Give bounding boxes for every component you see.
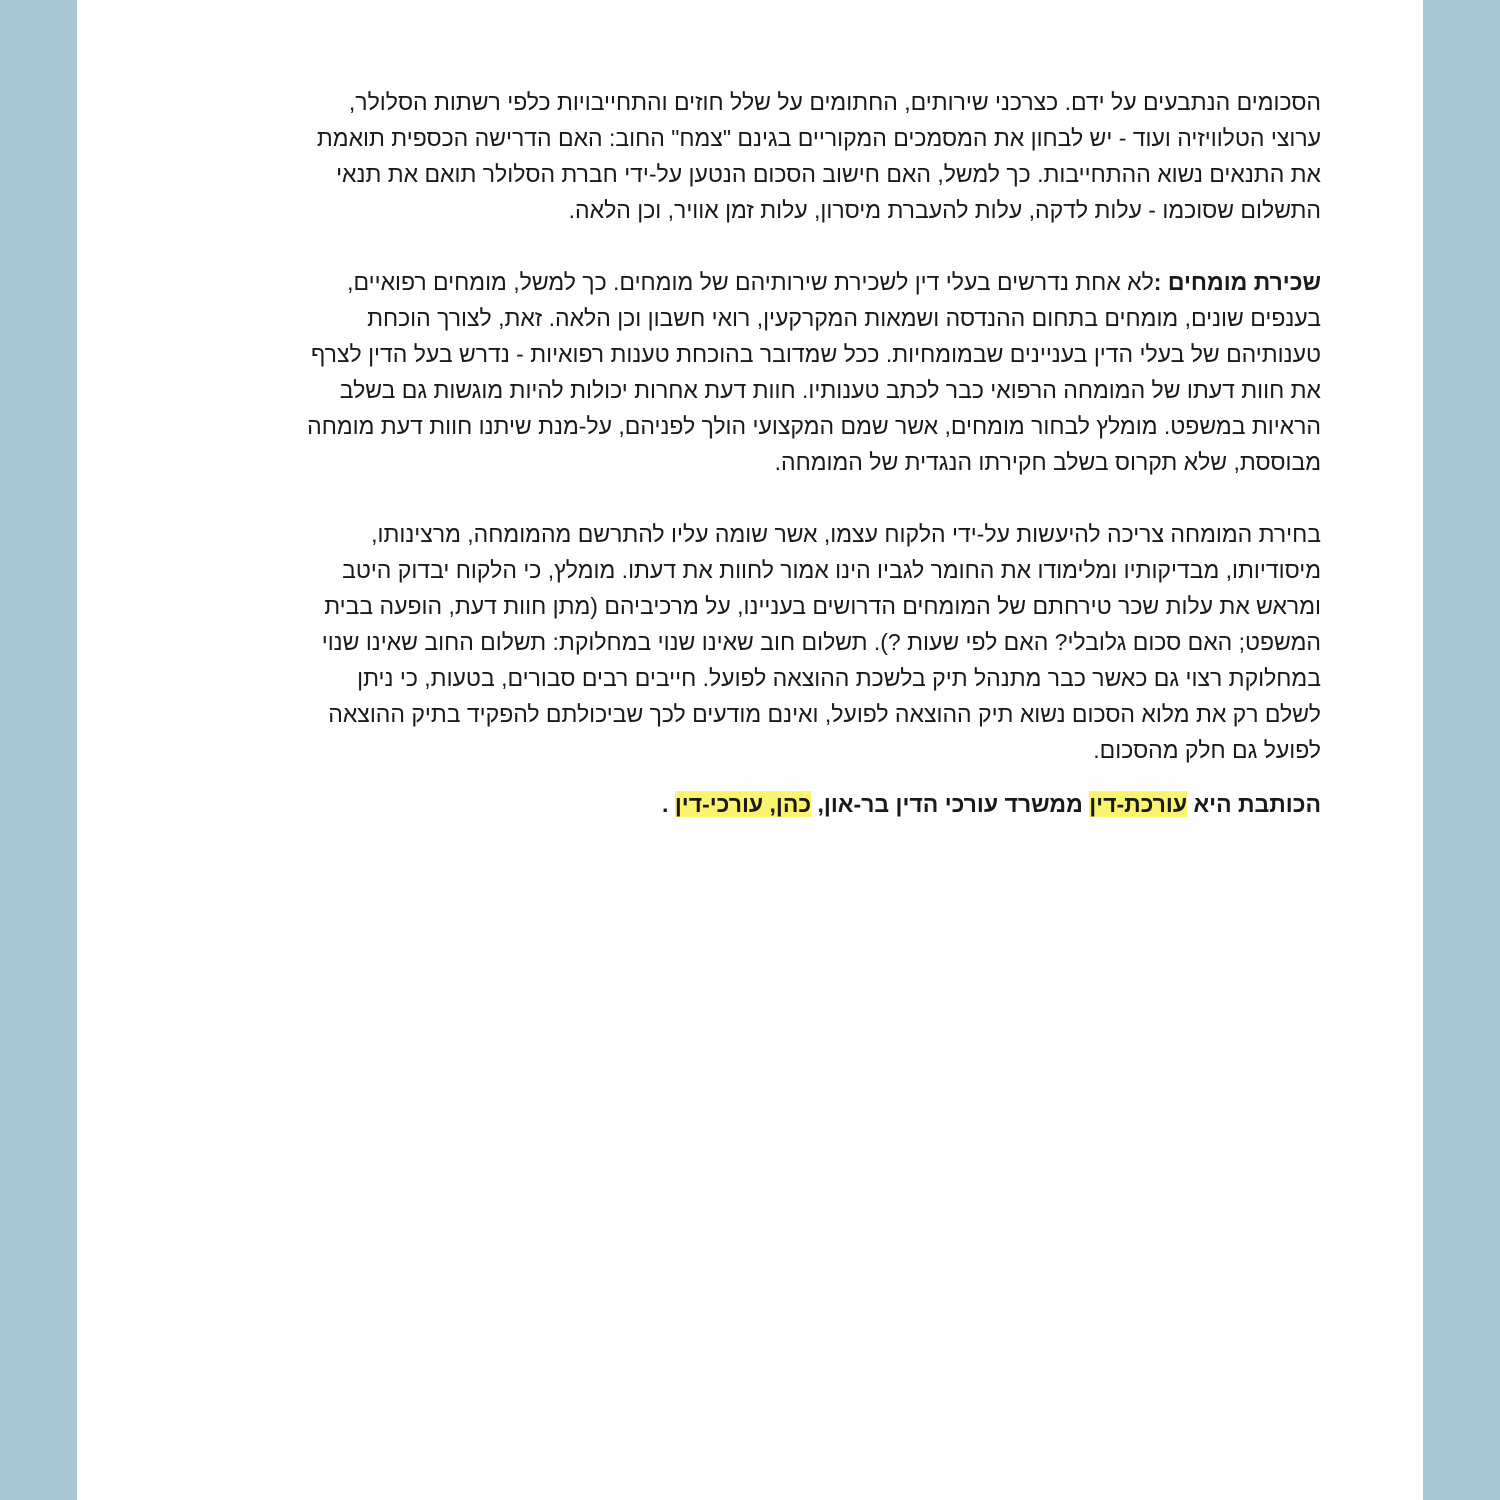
text-line: המשפט; האם סכום גלובלי? האם לפי שעות ?). תשלום חוב שאינו שנוי במחלוקת: תשלום החוב שאינו שנוי xyxy=(321,629,1321,655)
paragraph-experts xyxy=(177,264,1321,480)
text-line xyxy=(177,264,1321,300)
text-line: ערוצי הטלוויזיה ועוד - יש לבחון את המסמכים המקוריים בגינם "צמח" החוב: האם הדרישה הכספית תואמת xyxy=(316,125,1321,151)
author-credit xyxy=(177,786,1321,822)
text-line: בענפים שונים, מומחים בתחום ההנדסה ושמאות המקרקעין, רואי חשבון וכן הלאה. זאת, לצורך הוכחת xyxy=(367,305,1321,331)
highlighted-text: כהן, עורכי-דין xyxy=(674,791,812,817)
author-text: הכותבת היא xyxy=(1187,791,1321,817)
paragraph-expert-selection xyxy=(177,516,1321,768)
text-line: את התנאים נשוא ההתחייבות. כך למשל, האם חישוב הסכום הנטען על-ידי חברת הסלולר תואם את תנאי xyxy=(336,161,1321,187)
paragraph-fees xyxy=(177,84,1321,228)
text-line: לפועל גם חלק מהסכום. xyxy=(1093,737,1321,763)
text-line: את חוות דעתו של המומחה הרפואי כבר לכתב טענותיו. חוות דעת אחרות יכולות להיות מוגשות גם בשלב xyxy=(339,377,1321,403)
text-line xyxy=(177,786,1321,822)
text-line: ומראש את עלות שכר טירחתם של המומחים הדרושים בעניינו, על מרכיביהם (מתן חוות דעת, הופעה בבית xyxy=(324,593,1321,619)
text-line: הראיות במשפט. מומלץ לבחור מומחים, אשר שמם המקצועי הולך לפניהם, על-מנת שיתנו חוות דעת מומחה xyxy=(307,413,1321,439)
text-line: מיסודיותו, מבדיקותיו ומלימודו את החומר לגביו הינו אמור לחוות את דעתו. מומלץ, כי הלקוח יבדוק היטב xyxy=(342,557,1321,583)
text-fragment: לא אחת נדרשים בעלי דין לשכירת שירותיהם של מומחים. כך למשל, מומחים רפואיים, xyxy=(347,269,1154,295)
text-line: טענותיהם של בעלי הדין בעניינים שבמומחיות. ככל שמדובר בהוכחת טענות רפואיות - נדרש בעל הדין לצרף xyxy=(311,341,1321,367)
text-line: הסכומים הנתבעים על ידם. כצרכני שירותים, החתומים על שלל חוזים והתחייבויות כלפי רשתות הסלולר, xyxy=(348,89,1321,115)
section-heading: שכירת מומחים : xyxy=(1153,269,1321,295)
text-line: התשלום שסוכמו - עלות לדקה, עלות להעברת מיסרון, עלות זמן אוויר, וכן הלאה. xyxy=(568,197,1321,223)
article-body xyxy=(177,84,1321,858)
text-line: לשלם רק את מלוא הסכום נשוא תיק ההוצאה לפועל, ואינם מודעים לכך שביכולתם להפקיד בתיק ההוצאה xyxy=(328,701,1321,727)
text-line: במחלוקת רצוי גם כאשר כבר מתנהל תיק בלשכת ההוצאה לפועל. חייבים רבים סבורים, בטעות, כי ניתן xyxy=(357,665,1321,691)
author-text: . xyxy=(662,791,675,817)
text-line: מבוססת, שלא תקרוס בשלב חקירתו הנגדית של המומחה. xyxy=(774,449,1321,475)
text-line: בחירת המומחה צריכה להיעשות על-ידי הלקוח עצמו, אשר שומה עליו להתרשם מהמומחה, מרצינותו, xyxy=(371,521,1321,547)
author-text: ממשרד עורכי הדין בר-און, xyxy=(811,791,1090,817)
document-page xyxy=(77,0,1423,1500)
highlighted-text: עורכת-דין xyxy=(1089,791,1188,817)
